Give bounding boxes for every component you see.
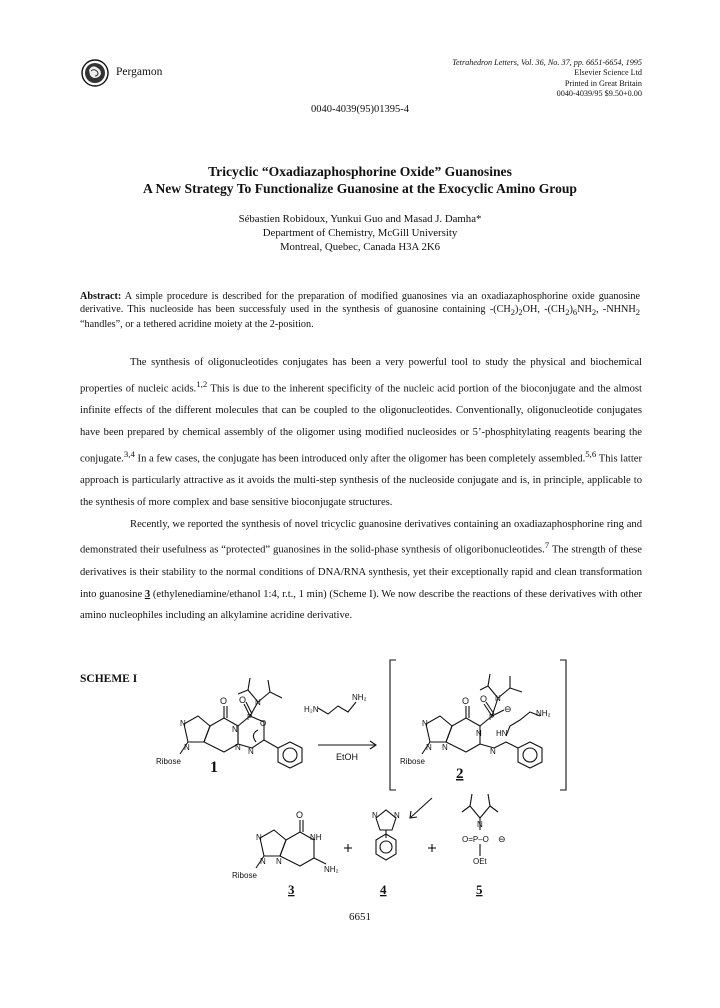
publisher-name: Pergamon — [116, 66, 163, 78]
atom-label: N — [422, 719, 428, 728]
abstract-text: , -NHNH — [596, 303, 636, 315]
atom-label: N — [426, 743, 432, 752]
atom-label: P — [247, 713, 253, 722]
atom-label: OEt — [473, 857, 487, 866]
atom-label: NH₂ — [324, 865, 339, 874]
atom-label: NH₂ — [536, 709, 551, 718]
atom-label: N — [255, 698, 261, 707]
abstract — [80, 291, 640, 331]
scheme-label: SCHEME I — [80, 673, 138, 685]
citation-ref: 3,4 — [123, 448, 135, 459]
atom-label: HN — [496, 729, 508, 738]
journal-line: Tetrahedron Letters, Vol. 36, No. 37, pp. 6651-6654, 1995 — [452, 58, 642, 67]
author-names: Sébastien Robidoux, Yunkui Guo and Masad J. Damha* — [238, 213, 482, 225]
compound-label-1: 1 — [210, 759, 218, 776]
ribose-label: Ribose — [400, 757, 425, 766]
atom-label: H₂N — [304, 705, 319, 714]
atom-label: N — [184, 743, 190, 752]
atom-label: O — [220, 696, 228, 706]
compound-ref: 3 — [144, 588, 151, 600]
atom-label: O — [480, 694, 488, 704]
paragraph-text: This latter approach is particularly attractive as it avoids the multi-step synthesis of the nucleoside conjugate and is, in principle, applicable to the synthesis of more complex and base sensitive bioconjugate structures. — [80, 453, 643, 508]
atom-label: N — [372, 811, 378, 820]
atom-label: N — [442, 743, 448, 752]
abstract-label: Abstract: — [80, 291, 122, 302]
atom-label: N — [256, 833, 262, 842]
atom-label: N — [476, 729, 482, 738]
atom-label: ⊖ — [498, 834, 506, 844]
abstract-subscript: 2 — [565, 306, 570, 317]
compound-label-4: 4 — [380, 882, 387, 897]
ribose-label: Ribose — [156, 757, 181, 766]
journal-citation-block — [452, 58, 642, 100]
paragraph-text: This is due to the inherent specificity of the nucleic acid portion of the bioconjugate and the almost infinite effects of the different molecules that can be coupled to the oligonucleotides. Conventionally, oligonucleotide conjugates have been prepared by chemical assembly of the oligomer using modified nucleosides or 5’-phosphitylating reagents bearing the conjugate. — [80, 383, 642, 465]
atom-label: O — [239, 695, 247, 705]
publisher-logo — [80, 58, 110, 93]
doi: 0040-4039(95)01395-4 — [311, 104, 409, 115]
atom-label: N — [260, 857, 266, 866]
printed-line: Printed in Great Britain — [564, 78, 642, 88]
compound-3-structure — [256, 820, 326, 868]
pergamon-logo-icon — [80, 58, 110, 88]
citation-ref: 5,6 — [585, 448, 597, 459]
reaction-scheme — [140, 650, 580, 900]
ribose-label: Ribose — [232, 871, 257, 880]
compound-1-structure — [180, 678, 302, 768]
abstract-text: A simple procedure is described for the preparation of modified guanosines via an oxadiazaphosphorine oxide guanosine derivative. This nucleoside has been successfuly used in the synthesis of guanosine containing -(CH — [80, 291, 640, 315]
paragraph-text: Recently, we reported the synthesis of novel tricyclic guanosine derivatives containing an oxadiazaphosphorine ring and demonstrated their usefulness as “protected” guanosines in the solid-phase synthesis of oligoribonucleotides. — [80, 518, 642, 556]
atom-label: O=P–O — [462, 835, 489, 844]
paragraph-text: In a few cases, the conjugate has been introduced only after the oligomer has been completely assembled. — [134, 453, 586, 465]
title-line-2: A New Strategy To Functionalize Guanosine at the Exocyclic Amino Group — [142, 181, 577, 196]
author-block — [0, 212, 720, 255]
issn-line: 0040-4039/95 $9.50+0.00 — [556, 89, 642, 99]
reagent-label: EtOH — [336, 752, 359, 762]
author-department: Department of Chemistry, McGill University — [262, 227, 458, 240]
citation-ref: 7 — [544, 540, 550, 551]
atom-label: O — [296, 810, 304, 820]
paragraph-1 — [80, 352, 642, 514]
abstract-text: OH, -(CH — [522, 303, 566, 315]
atom-label: NH₂ — [352, 693, 367, 702]
atom-label: O — [462, 696, 470, 706]
compound-label-5: 5 — [476, 882, 483, 897]
atom-label: ⊖ — [504, 704, 512, 714]
atom-label: N — [180, 719, 186, 728]
abstract-text: ) — [569, 303, 573, 315]
abstract-subscript: 6 — [572, 306, 578, 317]
abstract-text: “handles”, or a tethered acridine moiety at the 2-position. — [80, 318, 314, 330]
citation-ref: 1,2 — [196, 378, 208, 389]
abstract-subscript: 2 — [510, 306, 516, 317]
publisher-line: Elsevier Science Ltd — [574, 68, 642, 78]
author-address: Montreal, Quebec, Canada H3A 2K6 — [279, 241, 441, 254]
compound-label-2: 2 — [456, 766, 464, 782]
atom-label: N — [248, 747, 254, 756]
page-number: 6651 — [349, 911, 371, 923]
title-line-1: Tricyclic “Oxadiazaphosphorine Oxide” Guanosines — [208, 164, 512, 179]
atom-label: N — [232, 725, 238, 734]
atom-label: P — [489, 713, 495, 722]
paragraph-2 — [80, 514, 642, 628]
paper-title — [0, 163, 720, 197]
abstract-subscript: 2 — [591, 306, 597, 317]
compound-label-3: 3 — [288, 882, 295, 897]
abstract-subscript: 2 — [635, 306, 640, 317]
abstract-subscript: 2 — [518, 306, 523, 317]
compound-4-structure — [376, 810, 396, 860]
atom-label: NH — [310, 833, 322, 842]
paragraph-text: The synthesis of oligonucleotides conjugates has been a very powerful tool to study the physical and biochemical properties of nucleic acids. — [80, 357, 642, 395]
compound-2-structure — [422, 674, 542, 768]
paragraph-text: The strength of these derivatives is their stability to the normal conditions of DNA/RNA synthesis, yet their exceptionally rapid and clean transformation into guanosine — [80, 544, 643, 600]
abstract-text: NH — [577, 303, 592, 315]
atom-label: O — [260, 719, 267, 728]
atom-label: N — [495, 694, 501, 703]
atom-label: N — [394, 811, 400, 820]
atom-label: N — [490, 747, 496, 756]
atom-label: N — [276, 857, 282, 866]
atom-label: N — [235, 743, 241, 752]
paragraph-text: (ethylenediamine/ethanol 1:4, r.t., 1 min) (Scheme I). We now describe the reactions of these derivatives with other amino nucleophiles including an alkylamine acridine derivative. — [80, 588, 642, 622]
atom-label: N — [477, 820, 483, 829]
body-text — [80, 352, 642, 627]
abstract-text: ) — [515, 303, 519, 315]
